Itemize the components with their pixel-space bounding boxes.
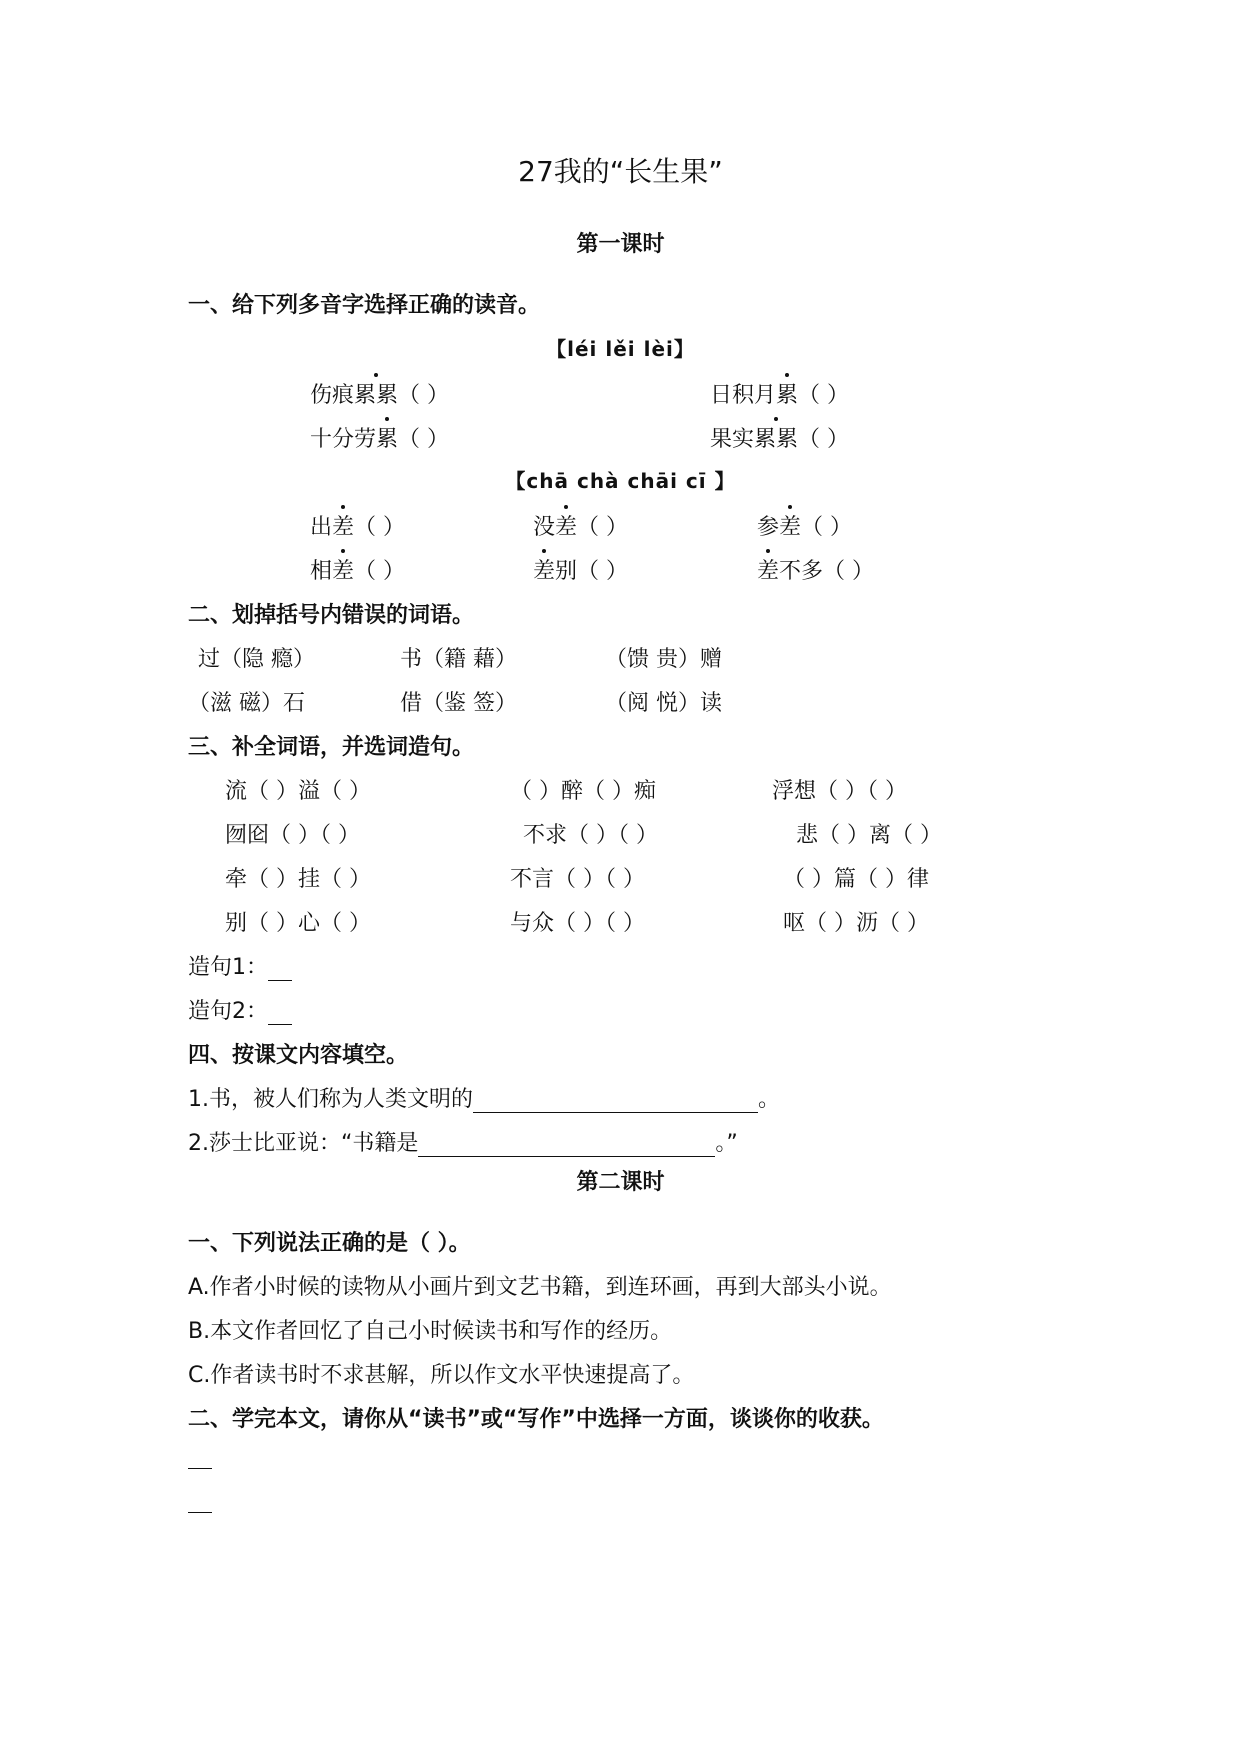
polyphone-item bbox=[710, 378, 849, 409]
sentence-label: 造句1： bbox=[188, 955, 268, 980]
polyphone-item bbox=[310, 378, 449, 409]
dotted-char: 差 bbox=[779, 510, 801, 541]
word-choice[interactable]: 借（鉴 签） bbox=[400, 691, 517, 716]
s1-heading: 一、给下列多音字选择正确的读音。 bbox=[188, 293, 541, 318]
polyphone-item bbox=[533, 554, 628, 585]
question-end: 。” bbox=[715, 1131, 738, 1156]
word-text: 别 bbox=[555, 559, 578, 584]
idiom-blank[interactable]: （ ）篇（ ）律 bbox=[783, 867, 929, 892]
option-a[interactable]: A.作者小时候的读物从小画片到文艺书籍，到连环画，再到大部头小说。 bbox=[188, 1275, 892, 1300]
dotted-char: 差 bbox=[332, 510, 354, 541]
word-choice[interactable]: 书（籍 藉） bbox=[400, 647, 517, 672]
polyphone-item bbox=[533, 510, 628, 541]
dotted-char: 差 bbox=[533, 554, 555, 585]
lesson-one-heading: 第一课时 bbox=[576, 232, 665, 257]
fill-question-1 bbox=[188, 1082, 780, 1113]
polyphone-item bbox=[757, 554, 874, 585]
answer-parens[interactable]: （ ） bbox=[798, 383, 850, 408]
word-text: 十分劳 bbox=[310, 427, 377, 452]
idiom-blank[interactable]: 呕（ ）沥（ ） bbox=[783, 911, 929, 936]
dotted-char: 差 bbox=[332, 554, 354, 585]
answer-dash[interactable] bbox=[188, 1494, 212, 1513]
word-choice[interactable]: 过（隐 瘾） bbox=[198, 647, 315, 672]
option-c[interactable]: C.作者读书时不求甚解，所以作文水平快速提高了。 bbox=[188, 1363, 695, 1388]
idiom-blank[interactable]: 浮想（ ）（ ） bbox=[772, 779, 907, 804]
answer-blank[interactable] bbox=[418, 1134, 715, 1157]
idiom-blank[interactable]: 不求（ ）（ ） bbox=[523, 823, 658, 848]
answer-line[interactable] bbox=[188, 1450, 212, 1469]
dotted-char: 累 bbox=[776, 378, 798, 409]
dotted-char: 累累 bbox=[354, 378, 398, 409]
s2-heading: 二、划掉括号内错误的词语。 bbox=[188, 603, 475, 628]
idiom-blank[interactable]: （ ）醉（ ）痴 bbox=[510, 779, 656, 804]
idiom-blank[interactable]: 与众（ ）（ ） bbox=[510, 911, 645, 936]
answer-parens[interactable]: （ ） bbox=[398, 383, 450, 408]
word-text: 出 bbox=[310, 515, 333, 540]
dotted-char: 差 bbox=[555, 510, 577, 541]
p2-s1-heading: 一、下列说法正确的是（ ）。 bbox=[188, 1231, 471, 1256]
sentence-blank[interactable] bbox=[268, 962, 292, 981]
answer-dash[interactable] bbox=[188, 1450, 212, 1469]
word-choice[interactable]: （滋 磁）石 bbox=[188, 691, 305, 716]
answer-parens[interactable]: （ ） bbox=[823, 559, 875, 584]
answer-parens[interactable]: （ ） bbox=[354, 515, 406, 540]
polyphone-item bbox=[757, 510, 852, 541]
sentence-label: 造句2： bbox=[188, 999, 268, 1024]
p2-s2-heading: 二、学完本文，请你从“读书”或“写作”中选择一方面，谈谈你的收获。 bbox=[188, 1407, 884, 1432]
s3-heading: 三、补全词语，并选词造句。 bbox=[188, 735, 475, 760]
question-text: 1.书，被人们称为人类文明的 bbox=[188, 1087, 473, 1112]
polyphone-item bbox=[310, 510, 405, 541]
question-text: 2.莎士比亚说：“书籍是 bbox=[188, 1131, 419, 1156]
polyphone-item bbox=[310, 554, 405, 585]
question-end: 。 bbox=[758, 1087, 781, 1112]
word-text: 没 bbox=[533, 515, 556, 540]
answer-parens[interactable]: （ ） bbox=[801, 515, 853, 540]
idiom-blank[interactable]: 囫囵（ ）（ ） bbox=[225, 823, 360, 848]
dotted-char: 差 bbox=[757, 554, 779, 585]
word-text: 伤痕 bbox=[310, 383, 355, 408]
s4-heading: 四、按课文内容填空。 bbox=[188, 1043, 409, 1068]
fill-question-2 bbox=[188, 1126, 738, 1157]
dotted-char: 累 bbox=[376, 422, 398, 453]
answer-line[interactable] bbox=[188, 1494, 212, 1513]
sentence-blank[interactable] bbox=[268, 1006, 292, 1025]
pinyin-options-lei: 【léi lěi lèi】 bbox=[546, 337, 695, 361]
word-text: 果实 bbox=[710, 427, 755, 452]
answer-parens[interactable]: （ ） bbox=[798, 427, 850, 452]
word-text: 相 bbox=[310, 559, 333, 584]
answer-parens[interactable]: （ ） bbox=[577, 559, 629, 584]
lesson-two-heading: 第二课时 bbox=[576, 1170, 665, 1195]
dotted-char: 累累 bbox=[754, 422, 798, 453]
option-b[interactable]: B.本文作者回忆了自己小时候读书和写作的经历。 bbox=[188, 1319, 673, 1344]
sentence-2 bbox=[188, 994, 292, 1025]
sentence-1 bbox=[188, 950, 292, 981]
answer-blank[interactable] bbox=[473, 1090, 758, 1113]
word-choice[interactable]: （阅 悦）读 bbox=[605, 691, 722, 716]
idiom-blank[interactable]: 悲（ ）离（ ） bbox=[796, 823, 942, 848]
polyphone-item bbox=[310, 422, 449, 453]
answer-parens[interactable]: （ ） bbox=[577, 515, 629, 540]
word-text: 不多 bbox=[779, 559, 824, 584]
idiom-blank[interactable]: 牵（ ）挂（ ） bbox=[225, 867, 371, 892]
idiom-blank[interactable]: 流（ ）溢（ ） bbox=[225, 779, 371, 804]
page-title: 27我的“长生果” bbox=[518, 155, 723, 188]
idiom-blank[interactable]: 不言（ ）（ ） bbox=[510, 867, 645, 892]
pinyin-options-cha: 【chā chà chāi cī 】 bbox=[505, 469, 736, 493]
answer-parens[interactable]: （ ） bbox=[398, 427, 450, 452]
word-choice[interactable]: （馈 贵）赠 bbox=[605, 647, 722, 672]
word-text: 参 bbox=[757, 515, 780, 540]
polyphone-item bbox=[710, 422, 849, 453]
answer-parens[interactable]: （ ） bbox=[354, 559, 406, 584]
idiom-blank[interactable]: 别（ ）心（ ） bbox=[225, 911, 371, 936]
word-text: 日积月 bbox=[710, 383, 777, 408]
